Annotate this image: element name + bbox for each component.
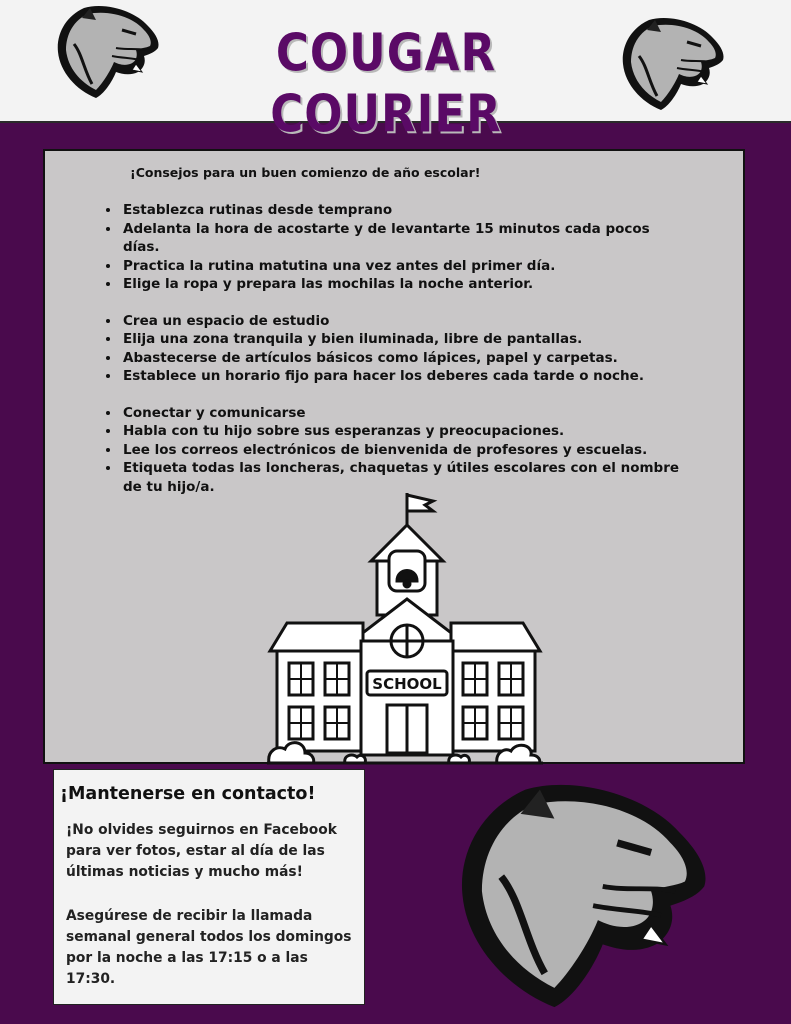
list-item: • Establezca rutinas desde temprano xyxy=(121,201,681,220)
tips-heading: ¡Consejos para un buen comienzo de año escolar! xyxy=(130,165,481,180)
cougar-head-icon xyxy=(616,16,728,112)
list-item: • Lee los correos electrónicos de bienvenida de profesores y escuelas. xyxy=(121,441,681,460)
list-item: • Habla con tu hijo sobre sus esperanzas y preocupaciones. xyxy=(121,422,681,441)
list-item: • Elige la ropa y prepara las mochilas la noche anterior. xyxy=(121,275,681,294)
list-item: • Etiqueta todas las loncheras, chaquetas y útiles escolares con el nombre de tu hijo/a. xyxy=(121,459,681,496)
contact-paragraph-facebook: ¡No olvides seguirnos en Facebook para ver fotos, estar al día de las últimas noticias y mucho más! xyxy=(66,822,337,880)
header xyxy=(0,0,791,144)
cougar-head-icon xyxy=(446,780,716,1012)
tips-panel xyxy=(43,149,745,764)
contact-paragraph-call: Asegúrese de recibir la llamada semanal general todos los domingos por la noche a las 17:15 o a las 17:30. xyxy=(66,908,352,987)
list-item: • Conectar y comunicarse xyxy=(121,404,681,423)
list-item: • Practica la rutina matutina una vez antes del primer día. xyxy=(121,257,681,276)
list-item: • Crea un espacio de estudio xyxy=(121,312,681,331)
contact-title: ¡Mantenerse en contacto! xyxy=(60,784,316,804)
list-item: • Adelanta la hora de acostarte y de levantarte 15 minutos cada pocos días. xyxy=(121,220,681,257)
school-building-illustration xyxy=(267,491,543,766)
tips-list xyxy=(103,201,681,496)
cougar-head-icon xyxy=(52,4,162,100)
contact-box xyxy=(53,769,365,1005)
list-item: • Abastecerse de artículos básicos como lápices, papel y carpetas. xyxy=(121,349,681,368)
page-title: COUGAR COURIER xyxy=(270,22,502,144)
list-item: • Establece un horario fijo para hacer los deberes cada tarde o noche. xyxy=(121,367,681,386)
list-item: • Elija una zona tranquila y bien iluminada, libre de pantallas. xyxy=(121,330,681,349)
school-sign-text: SCHOOL xyxy=(372,675,442,693)
